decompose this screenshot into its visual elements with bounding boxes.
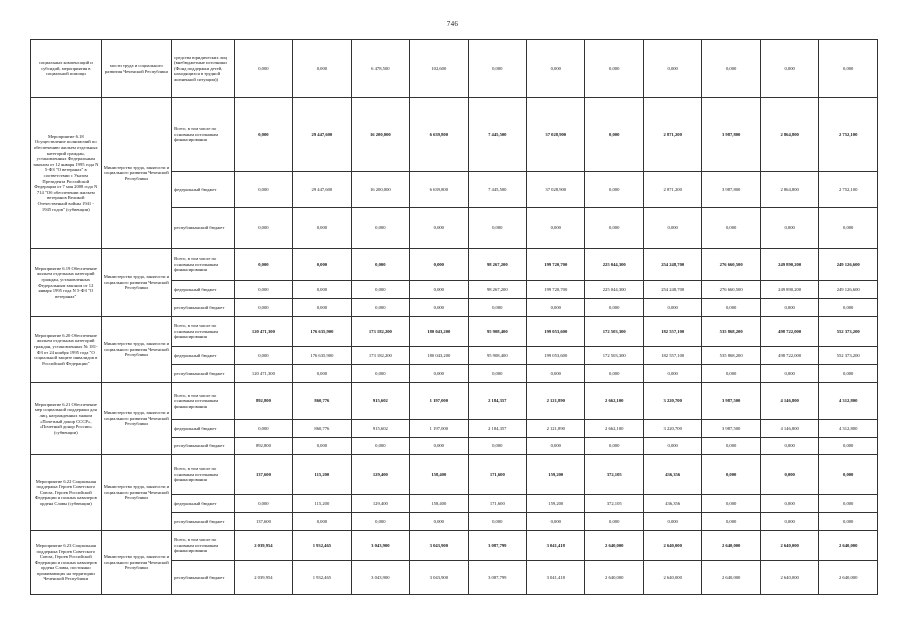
value-cell: 860,776 bbox=[293, 420, 351, 438]
value-cell: 176 635,900 bbox=[293, 317, 351, 347]
funding-source-cell: Всего, в том числе по основным источникам финансирования bbox=[172, 98, 235, 172]
funding-source-cell: республиканский бюджет bbox=[172, 208, 235, 249]
value-cell: 173 182,200 bbox=[351, 317, 409, 347]
value-cell: 137,600 bbox=[234, 455, 292, 495]
value-cell: 2 640,000 bbox=[760, 531, 818, 561]
value-cell: 2 640,000 bbox=[585, 561, 643, 595]
value-cell: 860,776 bbox=[293, 383, 351, 420]
funding-source-cell: федеральный бюджет bbox=[172, 172, 235, 208]
value-cell: 120 471,300 bbox=[234, 317, 292, 347]
funding-source-cell: Всего, в том числе по основным источникам финансирования bbox=[172, 383, 235, 420]
value-cell: 0,000 bbox=[585, 299, 643, 317]
value-cell: 0,000 bbox=[351, 365, 409, 383]
table-row bbox=[31, 98, 878, 172]
value-cell: 0,000 bbox=[585, 365, 643, 383]
value-cell: 0,000 bbox=[527, 40, 585, 98]
value-cell: 3 987,800 bbox=[702, 98, 760, 172]
funding-source-cell: федеральный бюджет bbox=[172, 281, 235, 299]
value-cell: 0,000 bbox=[234, 98, 292, 172]
value-cell: 0,000 bbox=[702, 455, 760, 495]
value-cell: 2 864,800 bbox=[760, 98, 818, 172]
value-cell: 892,800 bbox=[234, 438, 292, 455]
value-cell: 0,000 bbox=[702, 365, 760, 383]
value-cell: 199 720,700 bbox=[527, 249, 585, 281]
value-cell: 276 660,500 bbox=[702, 249, 760, 281]
value-cell: 115,200 bbox=[293, 495, 351, 513]
value-cell: 0,000 bbox=[351, 249, 409, 281]
value-cell: 2 871,200 bbox=[643, 172, 701, 208]
value-cell: 182 557,100 bbox=[643, 347, 701, 365]
responsible-cell: Министерство труда, занятости и социального развития Чеченской Республики bbox=[101, 98, 172, 249]
value-cell: 0,000 bbox=[760, 365, 818, 383]
value-cell: 0,000 bbox=[819, 365, 878, 383]
value-cell: 0,000 bbox=[293, 40, 351, 98]
value-cell: 2 121,890 bbox=[527, 383, 585, 420]
funding-source-cell: средства юридических лиц (внебюджетные источники (Фонд поддержки детей, находящихся в трудной жизненной ситуации)) bbox=[172, 40, 235, 98]
value-cell: 180 043,200 bbox=[410, 317, 468, 347]
value-cell: 1 197,000 bbox=[410, 383, 468, 420]
value-cell: 158,400 bbox=[410, 455, 468, 495]
value-cell: 2 640,000 bbox=[585, 531, 643, 561]
value-cell: 249 126,600 bbox=[819, 249, 878, 281]
value-cell: 16 200,000 bbox=[351, 172, 409, 208]
value-cell: 0,000 bbox=[234, 172, 292, 208]
value-cell: 0,000 bbox=[468, 299, 526, 317]
value-cell: 0,000 bbox=[585, 40, 643, 98]
value-cell: 2 121,890 bbox=[527, 420, 585, 438]
funding-source-cell: республиканский бюджет bbox=[172, 299, 235, 317]
value-cell: 137,600 bbox=[234, 513, 292, 531]
value-cell: 199 053,600 bbox=[527, 347, 585, 365]
value-cell: 2 039,954 bbox=[234, 531, 292, 561]
event-cell: Мероприятие 6.22 Социальная поддержка Героев Советского Союза, Героев Российской Федерации и полных кавалеров ордена Славы (субвенции) bbox=[31, 455, 102, 531]
event-cell: Мероприятие 6.21 Обеспечение мер социальной поддержки для лиц, награжденных знаком «Почетный донор СССР», «Почетный донор России» (субвенции) bbox=[31, 383, 102, 455]
value-cell: 2 640,000 bbox=[643, 561, 701, 595]
value-cell: 2 640,000 bbox=[819, 531, 878, 561]
value-cell: 7 445,500 bbox=[468, 172, 526, 208]
value-cell: 892,800 bbox=[234, 383, 292, 420]
value-cell: 115,200 bbox=[293, 455, 351, 495]
value-cell: 37 028,900 bbox=[527, 172, 585, 208]
value-cell: 6 639,800 bbox=[410, 98, 468, 172]
value-cell: 159,200 bbox=[527, 455, 585, 495]
value-cell: 0,000 bbox=[468, 365, 526, 383]
responsible-cell: мости труда и социального развития Чеченской Республики bbox=[101, 40, 172, 98]
value-cell: 0,000 bbox=[468, 438, 526, 455]
value-cell: 276 660,500 bbox=[702, 281, 760, 299]
value-cell: 95 908,400 bbox=[468, 317, 526, 347]
value-cell: 2 640,000 bbox=[643, 531, 701, 561]
value-cell: 3 087,799 bbox=[468, 531, 526, 561]
value-cell: 120 471,300 bbox=[234, 365, 292, 383]
value-cell: 0,000 bbox=[234, 281, 292, 299]
value-cell: 436,356 bbox=[643, 455, 701, 495]
value-cell: 0,000 bbox=[702, 208, 760, 249]
value-cell: 0,000 bbox=[527, 208, 585, 249]
table-row bbox=[31, 531, 878, 561]
value-cell: 29 447,600 bbox=[293, 98, 351, 172]
event-cell: Мероприятие 6.23 Социальная поддержка Героев Советского Союза, Героев Российской Федерации и полных кавалеров ордена Славы, постоянно проживающих на территории Чеченской Республики bbox=[31, 531, 102, 595]
value-cell: 0,000 bbox=[410, 299, 468, 317]
event-cell: Мероприятие 6.19 Обеспечение жильем отдельных категорий граждан, установленных Федеральным законом от 12 января 1995 года N 5-ФЗ "О ветеранах" bbox=[31, 249, 102, 317]
value-cell: 3 220,700 bbox=[643, 420, 701, 438]
value-cell: 2 662,100 bbox=[585, 383, 643, 420]
value-cell: 2 184,357 bbox=[468, 420, 526, 438]
value-cell: 3 043,900 bbox=[410, 561, 468, 595]
value-cell: 2 640,000 bbox=[702, 561, 760, 595]
value-cell: 0,000 bbox=[234, 420, 292, 438]
value-cell: 3 987,500 bbox=[702, 383, 760, 420]
funding-source-cell: федеральный бюджет bbox=[172, 495, 235, 513]
value-cell: 180 043,200 bbox=[410, 347, 468, 365]
funding-source-cell: республиканский бюджет bbox=[172, 365, 235, 383]
value-cell: 0,000 bbox=[819, 455, 878, 495]
value-cell: 2 662,100 bbox=[585, 420, 643, 438]
value-cell: 0,000 bbox=[760, 455, 818, 495]
table-row bbox=[31, 317, 878, 347]
value-cell: 0,000 bbox=[234, 40, 292, 98]
funding-source-cell: республиканский бюджет bbox=[172, 438, 235, 455]
funding-source-cell: республиканский бюджет bbox=[172, 561, 235, 595]
value-cell: 129,400 bbox=[351, 495, 409, 513]
funding-source-cell: Всего, в том числе по основным источникам финансирования bbox=[172, 531, 235, 561]
value-cell: 0,000 bbox=[527, 438, 585, 455]
value-cell: 3 043,900 bbox=[410, 531, 468, 561]
table-row bbox=[31, 249, 878, 281]
value-cell: 173 182,200 bbox=[351, 347, 409, 365]
value-cell: 16 200,000 bbox=[351, 98, 409, 172]
value-cell: 254 248,700 bbox=[643, 249, 701, 281]
funding-source-cell: Всего, в том числе по основным источникам финансирования bbox=[172, 455, 235, 495]
value-cell: 0,000 bbox=[293, 208, 351, 249]
value-cell: 102,600 bbox=[410, 40, 468, 98]
value-cell: 0,000 bbox=[410, 365, 468, 383]
table-row bbox=[31, 383, 878, 420]
value-cell: 4 312,800 bbox=[819, 383, 878, 420]
value-cell: 0,000 bbox=[468, 513, 526, 531]
value-cell: 0,000 bbox=[351, 208, 409, 249]
value-cell: 0,000 bbox=[410, 249, 468, 281]
responsible-cell: Министерство труда, занятости и социального развития Чеченской Республики bbox=[101, 249, 172, 317]
value-cell: 2 640,000 bbox=[760, 561, 818, 595]
value-cell: 2 864,800 bbox=[760, 172, 818, 208]
value-cell: 0,000 bbox=[234, 208, 292, 249]
value-cell: 0,000 bbox=[702, 438, 760, 455]
value-cell: 4 146,800 bbox=[760, 420, 818, 438]
value-cell: 0,000 bbox=[760, 299, 818, 317]
value-cell: 0,000 bbox=[410, 281, 468, 299]
value-cell: 552 373,200 bbox=[819, 347, 878, 365]
value-cell: 0,000 bbox=[702, 299, 760, 317]
value-cell: 2 184,357 bbox=[468, 383, 526, 420]
value-cell: 0,000 bbox=[293, 513, 351, 531]
value-cell: 0,000 bbox=[585, 513, 643, 531]
funding-source-cell: федеральный бюджет bbox=[172, 347, 235, 365]
value-cell: 0,000 bbox=[702, 40, 760, 98]
event-cell: Мероприятие 6.20 Обеспечение жильем отдельных категорий граждан, установленных № 181-ФЗ от 24 ноября 1995 года "О социальной защите инвалидов в Российской Федерации" bbox=[31, 317, 102, 383]
value-cell: 3 041,418 bbox=[527, 531, 585, 561]
value-cell: 0,000 bbox=[760, 438, 818, 455]
value-cell: 249 890,200 bbox=[760, 281, 818, 299]
value-cell: 535 868,200 bbox=[702, 347, 760, 365]
value-cell: 0,000 bbox=[351, 281, 409, 299]
value-cell: 4 146,800 bbox=[760, 383, 818, 420]
funding-source-cell: федеральный бюджет bbox=[172, 420, 235, 438]
value-cell: 0,000 bbox=[819, 208, 878, 249]
value-cell: 1 932,465 bbox=[293, 531, 351, 561]
value-cell: 915,602 bbox=[351, 420, 409, 438]
value-cell: 37 028,900 bbox=[527, 98, 585, 172]
value-cell: 436,356 bbox=[643, 495, 701, 513]
funding-source-cell: Всего, в том числе по основным источникам финансирования bbox=[172, 249, 235, 281]
responsible-cell: Министерство труда, занятости и социального развития Чеченской Республики bbox=[101, 455, 172, 531]
value-cell: 498 722,000 bbox=[760, 347, 818, 365]
value-cell: 0,000 bbox=[585, 208, 643, 249]
value-cell: 182 557,100 bbox=[643, 317, 701, 347]
value-cell: 3 987,500 bbox=[702, 420, 760, 438]
value-cell: 129,400 bbox=[351, 455, 409, 495]
table-row bbox=[31, 40, 878, 98]
value-cell: 372,105 bbox=[585, 455, 643, 495]
value-cell: 171,600 bbox=[468, 495, 526, 513]
value-cell: 0,000 bbox=[760, 513, 818, 531]
value-cell: 0,000 bbox=[351, 438, 409, 455]
value-cell: 0,000 bbox=[293, 438, 351, 455]
value-cell: 0,000 bbox=[819, 40, 878, 98]
value-cell: 915,602 bbox=[351, 383, 409, 420]
value-cell: 158,400 bbox=[410, 495, 468, 513]
value-cell: 498 722,000 bbox=[760, 317, 818, 347]
value-cell: 0,000 bbox=[760, 40, 818, 98]
value-cell: 2 752,100 bbox=[819, 98, 878, 172]
value-cell: 0,000 bbox=[468, 40, 526, 98]
value-cell: 172 503,300 bbox=[585, 347, 643, 365]
value-cell: 0,000 bbox=[234, 249, 292, 281]
value-cell: 3 987,800 bbox=[702, 172, 760, 208]
value-cell: 0,000 bbox=[351, 299, 409, 317]
value-cell: 199 053,600 bbox=[527, 317, 585, 347]
value-cell: 0,000 bbox=[585, 172, 643, 208]
value-cell: 6 478,500 bbox=[351, 40, 409, 98]
value-cell: 0,000 bbox=[819, 299, 878, 317]
value-cell: 552 373,200 bbox=[819, 317, 878, 347]
table-row bbox=[31, 455, 878, 495]
value-cell: 2 640,000 bbox=[819, 561, 878, 595]
value-cell: 0,000 bbox=[585, 98, 643, 172]
value-cell: 176 635,900 bbox=[293, 347, 351, 365]
value-cell: 0,000 bbox=[293, 249, 351, 281]
value-cell: 0,000 bbox=[410, 208, 468, 249]
value-cell: 6 639,800 bbox=[410, 172, 468, 208]
value-cell: 2 871,200 bbox=[643, 98, 701, 172]
value-cell: 3 087,799 bbox=[468, 561, 526, 595]
value-cell: 2 752,100 bbox=[819, 172, 878, 208]
value-cell: 0,000 bbox=[643, 438, 701, 455]
value-cell: 225 044,300 bbox=[585, 249, 643, 281]
responsible-cell: Министерство труда, занятости и социального развития Чеченской Республики bbox=[101, 531, 172, 595]
value-cell: 3 041,418 bbox=[527, 561, 585, 595]
funding-source-cell: Всего, в том числе по основным источникам финансирования bbox=[172, 317, 235, 347]
value-cell: 3 043,900 bbox=[351, 531, 409, 561]
value-cell: 0,000 bbox=[410, 438, 468, 455]
value-cell: 0,000 bbox=[819, 513, 878, 531]
value-cell: 0,000 bbox=[585, 438, 643, 455]
value-cell: 0,000 bbox=[527, 513, 585, 531]
responsible-cell: Министерство труда, занятости и социального развития Чеченской Республики bbox=[101, 383, 172, 455]
value-cell: 0,000 bbox=[643, 40, 701, 98]
event-cell: Мероприятие 6.18 Осуществление полномочий по обеспечению жильем отдельных категорий граждан, установленных Федеральным законом от 12 января 1995 года N 5-ФЗ "О ветеранах" в соответствии с Указом Президента Российской Федерации от 7 мая 2008 года N 714 "Об обеспечении жильем ветеранов Великой Отечественной войны 1941 - 1945 годов" (субвенции) bbox=[31, 98, 102, 249]
value-cell: 0,000 bbox=[293, 281, 351, 299]
value-cell: 159,200 bbox=[527, 495, 585, 513]
value-cell: 0,000 bbox=[234, 495, 292, 513]
value-cell: 2 039,954 bbox=[234, 561, 292, 595]
value-cell: 0,000 bbox=[760, 495, 818, 513]
value-cell: 0,000 bbox=[468, 208, 526, 249]
value-cell: 0,000 bbox=[819, 438, 878, 455]
value-cell: 95 908,400 bbox=[468, 347, 526, 365]
value-cell: 3 043,900 bbox=[351, 561, 409, 595]
value-cell: 98 267,200 bbox=[468, 249, 526, 281]
value-cell: 29 447,600 bbox=[293, 172, 351, 208]
value-cell: 199 720,700 bbox=[527, 281, 585, 299]
value-cell: 0,000 bbox=[527, 365, 585, 383]
event-cell: социальных компенсаций и субсидий, мероприятия в социальной помощи bbox=[31, 40, 102, 98]
value-cell: 0,000 bbox=[643, 365, 701, 383]
value-cell: 0,000 bbox=[643, 513, 701, 531]
funding-source-cell: республиканский бюджет bbox=[172, 513, 235, 531]
value-cell: 0,000 bbox=[293, 365, 351, 383]
value-cell: 254 248,700 bbox=[643, 281, 701, 299]
value-cell: 225 044,300 bbox=[585, 281, 643, 299]
value-cell: 0,000 bbox=[819, 495, 878, 513]
value-cell: 0,000 bbox=[643, 299, 701, 317]
value-cell: 0,000 bbox=[234, 299, 292, 317]
value-cell: 0,000 bbox=[234, 347, 292, 365]
value-cell: 1 932,465 bbox=[293, 561, 351, 595]
value-cell: 98 267,200 bbox=[468, 281, 526, 299]
funding-table bbox=[30, 39, 878, 595]
value-cell: 7 445,500 bbox=[468, 98, 526, 172]
value-cell: 2 640,000 bbox=[702, 531, 760, 561]
value-cell: 4 312,800 bbox=[819, 420, 878, 438]
value-cell: 0,000 bbox=[351, 513, 409, 531]
value-cell: 0,000 bbox=[410, 513, 468, 531]
value-cell: 372,105 bbox=[585, 495, 643, 513]
value-cell: 171,600 bbox=[468, 455, 526, 495]
page-number: 746 bbox=[446, 20, 459, 28]
value-cell: 0,000 bbox=[293, 299, 351, 317]
value-cell: 535 868,200 bbox=[702, 317, 760, 347]
value-cell: 172 503,300 bbox=[585, 317, 643, 347]
value-cell: 0,000 bbox=[527, 299, 585, 317]
value-cell: 0,000 bbox=[643, 208, 701, 249]
value-cell: 1 197,000 bbox=[410, 420, 468, 438]
value-cell: 3 220,700 bbox=[643, 383, 701, 420]
responsible-cell: Министерство труда, занятости и социального развития Чеченской Республики bbox=[101, 317, 172, 383]
value-cell: 0,000 bbox=[702, 513, 760, 531]
value-cell: 249 890,200 bbox=[760, 249, 818, 281]
value-cell: 0,000 bbox=[702, 495, 760, 513]
value-cell: 249 126,600 bbox=[819, 281, 878, 299]
value-cell: 0,000 bbox=[760, 208, 818, 249]
